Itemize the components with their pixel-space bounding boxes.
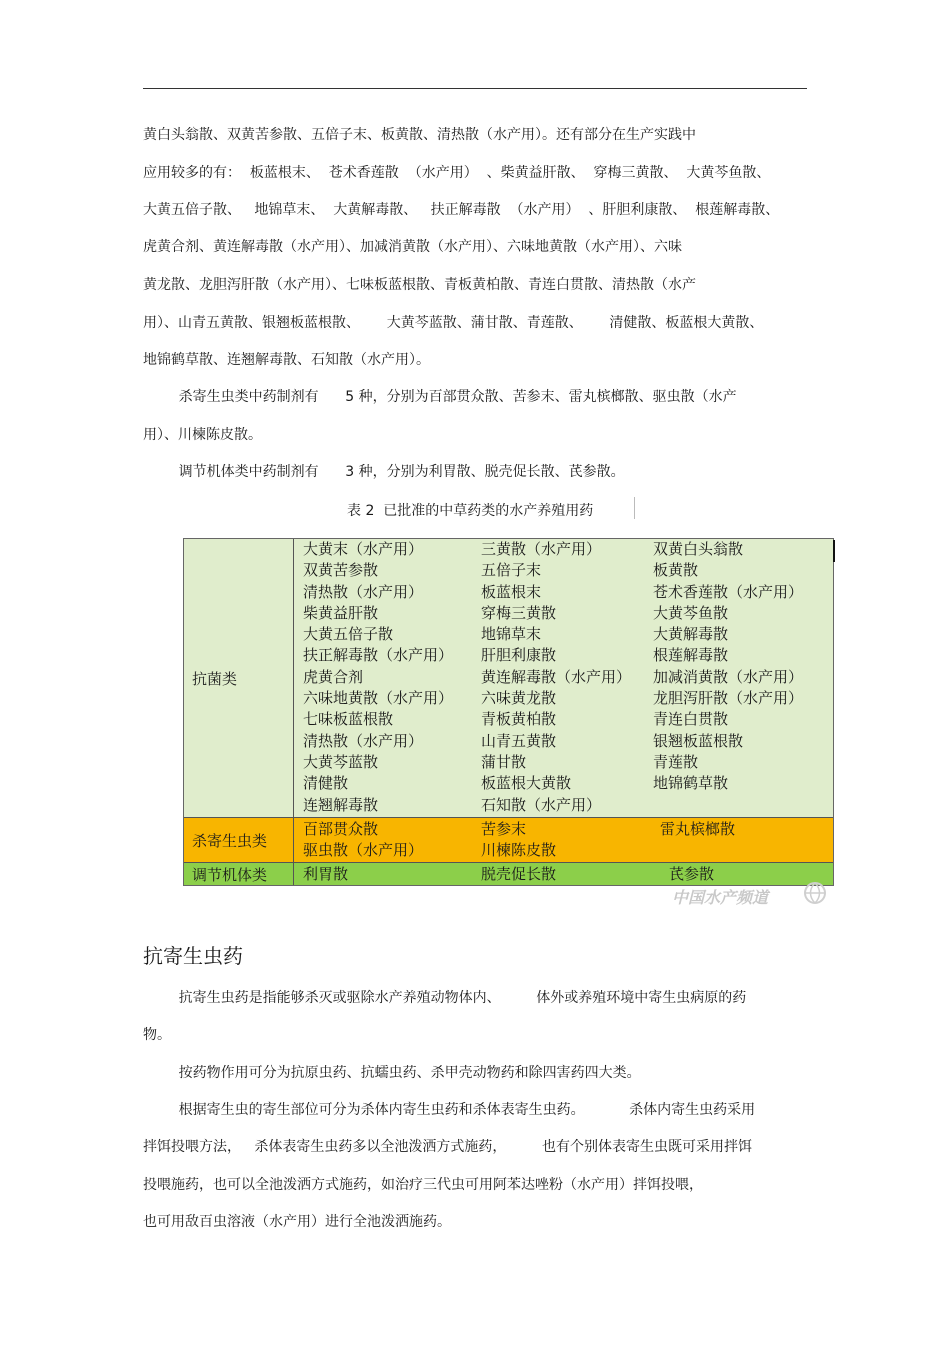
drug-name: 利胃散 (303, 865, 349, 883)
drug-name: 青莲散 (653, 752, 699, 771)
drug-name: 大黄末（水产用） (303, 540, 424, 558)
drug-name: 银翘板蓝根散 (653, 731, 744, 750)
drug-table (183, 538, 834, 886)
table-edge-mark (833, 540, 835, 562)
drug-name: 芪参散 (669, 865, 715, 883)
paragraph-line: 用）、川楝陈皮散。 (143, 427, 262, 443)
drug-name: 雷丸槟榔散 (660, 820, 736, 838)
drug-column-1 (303, 864, 348, 885)
drug-name: 石知散（水产用） (481, 795, 602, 814)
drug-name: 加减消黄散（水产用） (653, 667, 804, 686)
paragraph-line: 虎黄合剂、黄连解毒散（水产用）、加减消黄散（水产用）、六味地黄散（水产用）、六味 (143, 239, 682, 255)
drug-name: 双黄白头翁散 (653, 540, 744, 558)
paragraph-line: 抗寄生虫药是指能够杀灭或驱除水产养殖动物体内、 体外或养殖环境中寄生虫病原的药 (143, 990, 747, 1006)
category-label: 杀寄生虫类 (192, 832, 268, 850)
drug-name: 清热散（水产用） (303, 582, 424, 601)
drug-name: 地锦草末 (481, 625, 542, 644)
paragraph-line: 应用较多的有： 板蓝根末、 苍术香莲散 （水产用） 、柴黄益肝散、 穿梅三黄散、 大黄芩鱼散、 (143, 165, 771, 181)
paragraph-line: 黄白头翁散、双黄苦参散、五倍子末、板黄散、清热散（水产用）。还有部分在生产实践中 (143, 127, 696, 143)
paragraph-line: 按药物作用可分为抗原虫药、抗蠕虫药、杀甲壳动物药和除四害药四大类。 (143, 1065, 641, 1081)
drug-name: 大黄芩鱼散 (653, 603, 729, 622)
drug-name: 板蓝根末 (481, 582, 542, 601)
globe-icon (802, 880, 828, 906)
paragraph-line: 用）、山青五黄散、银翘板蓝根散、 大黄芩蓝散、蒲甘散、青莲散、 清健散、板蓝根大黄散、 (143, 315, 764, 331)
drug-name: 七味板蓝根散 (303, 710, 394, 729)
drug-name: 根莲解毒散 (653, 646, 729, 665)
drug-column-2 (481, 539, 631, 816)
drug-name: 大黄芩蓝散 (303, 752, 379, 771)
caption-divider (634, 497, 635, 519)
drug-name: 五倍子末 (481, 561, 542, 580)
antibacterial-block (183, 538, 834, 817)
drug-name: 青板黄柏散 (481, 710, 557, 729)
paragraph-line: 也可用敌百虫溶液（水产用）进行全池泼洒施药。 (143, 1214, 451, 1230)
paragraph-line: 杀寄生虫类中药制剂有 5 种，分别为百部贯众散、苦参末、雷丸槟榔散、驱虫散（水产 (143, 389, 737, 405)
category-label: 抗菌类 (192, 670, 238, 688)
regulating-block (183, 863, 834, 886)
drug-name: 板蓝根大黄散 (481, 774, 572, 793)
drug-column-3 (653, 539, 803, 795)
column-divider (293, 863, 294, 886)
table-caption: 表 2 已批准的中草药类的水产养殖用药 (347, 503, 594, 519)
drug-name: 双黄苦参散 (303, 561, 379, 580)
drug-column-2 (481, 864, 556, 885)
drug-name: 驱虫散（水产用） (303, 841, 424, 860)
drug-name: 龙胆泻肝散（水产用） (653, 689, 804, 708)
header-rule (143, 88, 807, 89)
paragraph-line: 黄龙散、龙胆泻肝散（水产用）、七味板蓝根散、青板黄柏散、青连白贯散、清热散（水产 (143, 277, 696, 293)
paragraph-line: 根据寄生虫的寄生部位可分为杀体内寄生虫药和杀体表寄生虫药。 杀体内寄生虫药采用 (143, 1102, 756, 1118)
drug-name: 山青五黄散 (481, 731, 557, 750)
drug-name: 板黄散 (653, 561, 699, 580)
drug-name: 地锦鹤草散 (653, 774, 729, 793)
column-divider (293, 818, 294, 862)
drug-name: 肝胆利康散 (481, 646, 557, 665)
drug-name: 苍术香莲散（水产用） (653, 582, 804, 601)
paragraph-line: 调节机体类中药制剂有 3 种，分别为利胃散、脱壳促长散、芪参散。 (143, 464, 625, 480)
drug-name: 黄连解毒散（水产用） (481, 667, 632, 686)
paragraph-line: 物。 (143, 1027, 171, 1043)
drug-column-2 (481, 819, 556, 862)
drug-column-3 (660, 819, 735, 840)
drug-column-1 (303, 539, 453, 816)
category-label: 调节机体类 (192, 866, 268, 884)
drug-name: 大黄五倍子散 (303, 625, 394, 644)
drug-name: 连翘解毒散 (303, 795, 379, 814)
drug-name: 百部贯众散 (303, 820, 379, 838)
watermark-logo: 中国水产频道 (672, 888, 769, 907)
paragraph-line: 大黄五倍子散、 地锦草末、 大黄解毒散、 扶正解毒散 （水产用） 、肝胆利康散、 根莲解毒散、 (143, 202, 780, 218)
paragraph-line: 拌饵投喂方法， 杀体表寄生虫药多以全池泼洒方式施药， 也有个别体表寄生虫既可采用拌饵 (143, 1139, 752, 1155)
drug-name: 蒲甘散 (481, 752, 527, 771)
paragraph-line: 投喂施药，也可以全池泼洒方式施药，如治疗三代虫可用阿苯达唑粉（水产用）拌饵投喂， (143, 1177, 703, 1193)
drug-name: 六味地黄散（水产用） (303, 689, 454, 708)
drug-name: 扶正解毒散（水产用） (303, 646, 454, 665)
drug-name: 脱壳促长散 (481, 865, 557, 883)
paragraph-line: 地锦鹤草散、连翘解毒散、石知散（水产用）。 (143, 352, 430, 368)
drug-name: 青连白贯散 (653, 710, 729, 729)
antiparasitic-block (183, 818, 834, 862)
drug-name: 虎黄合剂 (303, 667, 364, 686)
drug-name: 穿梅三黄散 (481, 603, 557, 622)
drug-column-3 (669, 864, 714, 885)
section-heading: 抗寄生虫药 (143, 944, 243, 968)
drug-name: 六味黄龙散 (481, 689, 557, 708)
drug-name: 苦参末 (481, 820, 527, 838)
drug-name: 柴黄益肝散 (303, 603, 379, 622)
drug-name: 清热散（水产用） (303, 731, 424, 750)
drug-column-1 (303, 819, 423, 862)
column-divider (293, 538, 294, 817)
drug-name: 清健散 (303, 774, 349, 793)
drug-name: 大黄解毒散 (653, 625, 729, 644)
drug-name: 三黄散（水产用） (481, 540, 602, 558)
drug-name: 川楝陈皮散 (481, 841, 557, 860)
